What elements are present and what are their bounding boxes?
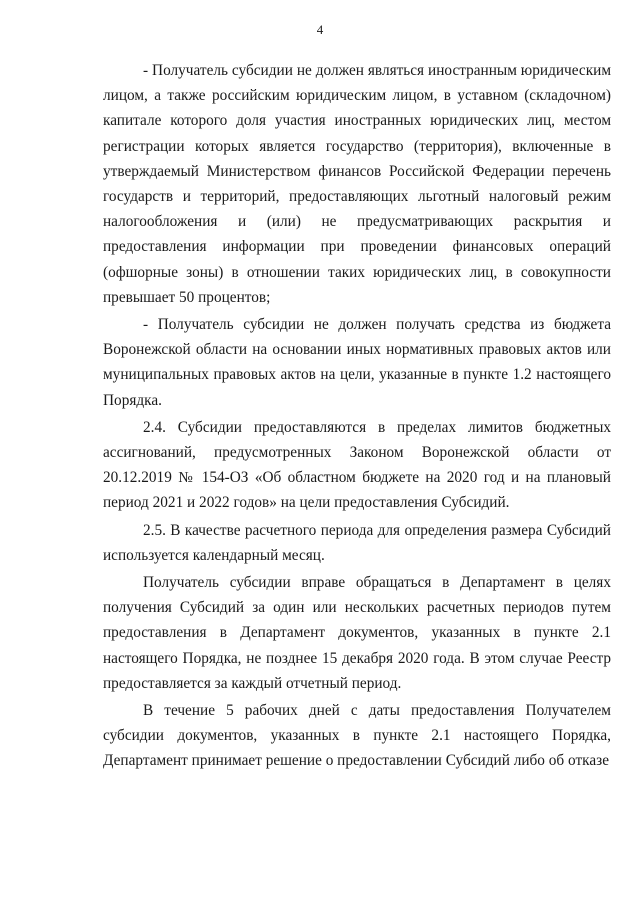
paragraph-section-2-4: 2.4. Субсидии предоставляются в пределах лимитов бюджетных ассигнований, предусмотренных Законом Воронежской области от 20.12.2019 № 154-ОЗ «Об областном бюджете на 2020 год и на плановый период 2021 и 2022 годов» на цели предоставления Субсидий.: [103, 418, 611, 512]
paragraph-application-periods: Получатель субсидии вправе обращаться в Департамент в целях получения Субсидий за один или нескольких расчетных периодов путем предоставления в Департамент документов, указанных в пункте 2.1 настоящего Порядка, не позднее 15 декабря 2020 года. В этом случае Реестр предоставляется за каждый отчетный период.: [103, 574, 611, 692]
paragraph-decision-deadline: В течение 5 рабочих дней с даты предоставления Получателем субсидии документов, указанных в пункте 2.1 настоящего Порядка, Департамент принимает решение о предоставлении Субсидий либо об отказе: [103, 702, 611, 770]
document-body: [103, 58, 611, 774]
page-number: 4: [316, 22, 324, 37]
paragraph-foreign-entity-requirement: - Получатель субсидии не должен являться иностранным юридическим лицом, а также российским юридическим лицом, в уставном (складочном) капитале которого доля участия иностранных юридических лиц, местом регистрации которых является государство (территория), включенные в утверждаемый Министерством финансов Российской Федерации перечень государств и территорий, предоставляющих льготный налоговый режим налогообложения и (или) не предусматривающих раскрытия и предоставления информации при проведении финансовых операций (офшорные зоны) в отношении таких юридических лиц, в совокупности превышает 50 процентов;: [103, 62, 611, 306]
paragraph-budget-funds-requirement: - Получатель субсидии не должен получать средства из бюджета Воронежской области на основании иных нормативных правовых актов или муниципальных правовых актов на цели, указанные в пункте 1.2 настоящего Порядка.: [103, 316, 611, 409]
paragraph-section-2-5: 2.5. В качестве расчетного периода для определения размера Субсидий используется календарный месяц.: [103, 521, 611, 564]
